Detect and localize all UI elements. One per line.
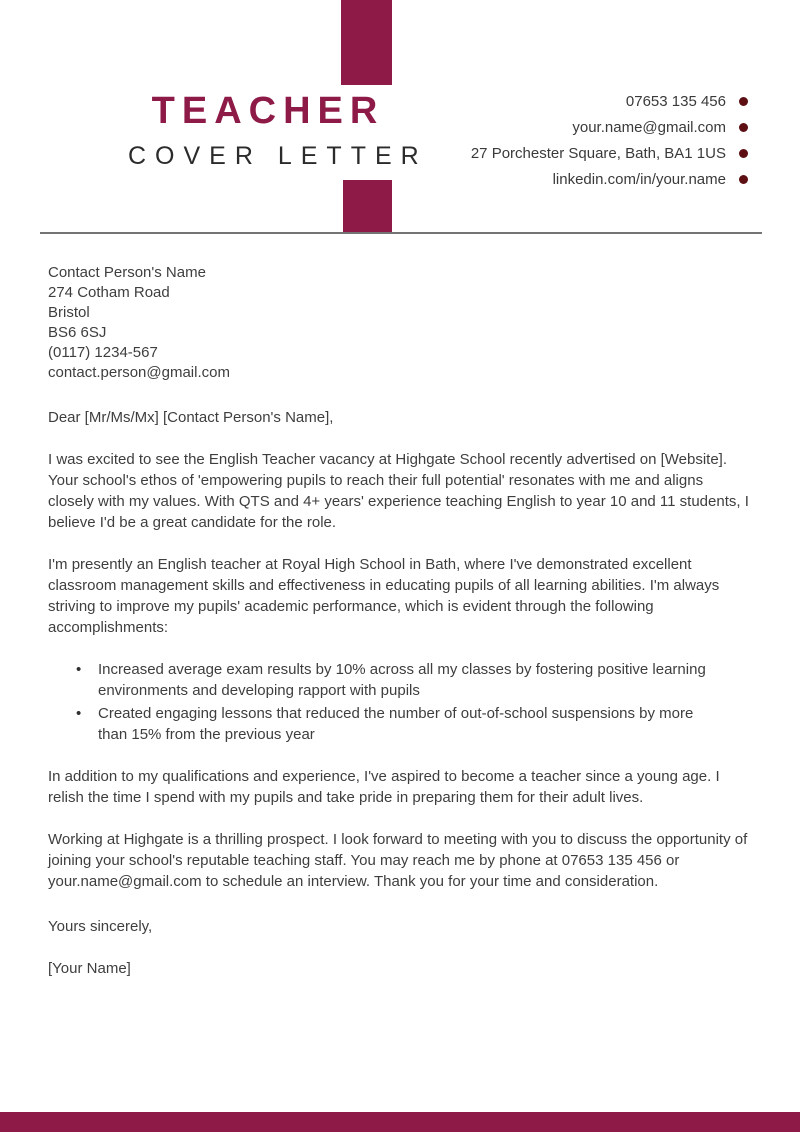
contact-address-text: 27 Porchester Square, Bath, BA1 1US [470, 144, 726, 162]
bullet-dot-icon: • [76, 705, 82, 722]
salutation: Dear [Mr/Ms/Mx] [Contact Person's Name], [48, 409, 334, 426]
recipient-block [48, 263, 750, 383]
paragraph-call-to-action: Working at Highgate is a thrilling prospect. I look forward to meeting with you to discuss the opportunity of joining your school's reputable teaching staff. You may reach me by phone at 07653 135 456 or your.name@gmail.com to schedule an interview. Thank you for your time and consideration. [48, 831, 748, 890]
header-accent-bar-bottom [343, 180, 392, 233]
contact-email-text: your.name@gmail.com [572, 118, 726, 136]
contact-info-list [471, 88, 748, 192]
contact-linkedin-text: linkedin.com/in/your.name [552, 170, 726, 188]
header-accent-bar-top [341, 0, 392, 85]
page-title: TEACHER [151, 90, 385, 132]
contact-item-linkedin [471, 166, 748, 192]
recipient-name: Contact Person's Name [48, 264, 206, 281]
header-divider [40, 232, 762, 234]
contact-phone-text: 07653 135 456 [625, 92, 726, 110]
bullet-dot-icon [739, 97, 748, 106]
recipient-city: Bristol [48, 304, 90, 321]
list-item [48, 659, 720, 701]
bullet-dot-icon [739, 149, 748, 158]
paragraph-motivation: In addition to my qualifications and experience, I've aspired to become a teacher since a young age. I relish the time I spend with my pupils and take pride in preparing them for their adult lives. [48, 768, 720, 806]
contact-item-address [471, 140, 748, 166]
contact-item-email [471, 114, 748, 140]
bullet-dot-icon [739, 123, 748, 132]
recipient-email: contact.person@gmail.com [48, 364, 230, 381]
bullet-dot-icon: • [76, 661, 82, 678]
letter-body [48, 263, 750, 979]
paragraph-intro: I was excited to see the English Teacher vacancy at Highgate School recently advertised on [Website]. Your school's ethos of 'empowering pupils to reach their full potential' resonates with me and aligns closely with my values. With QTS and 4+ years' experience teaching English to year 10 and 11 students, I believe I'd be a great candidate for the role. [48, 451, 749, 531]
footer-accent-bar [0, 1112, 800, 1132]
paragraph-experience: I'm presently an English teacher at Royal High School in Bath, where I've demonstrated excellent classroom management skills and effectiveness in educating pupils of all learning abilities. I'm always striving to improve my pupils' academic performance, which is evident through the following accomplishments: [48, 556, 720, 636]
bullet-dot-icon [739, 175, 748, 184]
valediction: Yours sincerely, [48, 918, 153, 935]
accomplishments-list [48, 659, 750, 745]
list-item [48, 703, 720, 745]
page-subtitle: COVER LETTER [128, 142, 428, 170]
recipient-postcode: BS6 6SJ [48, 324, 107, 341]
recipient-street: 274 Cotham Road [48, 284, 170, 301]
accomplishment-text: Increased average exam results by 10% across all my classes by fostering positive learning environments and developing rapport with pupils [98, 661, 706, 699]
accomplishment-text: Created engaging lessons that reduced the number of out-of-school suspensions by more than 15% from the previous year [98, 705, 694, 743]
title-block [128, 90, 428, 171]
contact-item-phone [471, 88, 748, 114]
signature: [Your Name] [48, 960, 131, 977]
recipient-phone: (0117) 1234-567 [48, 344, 158, 361]
